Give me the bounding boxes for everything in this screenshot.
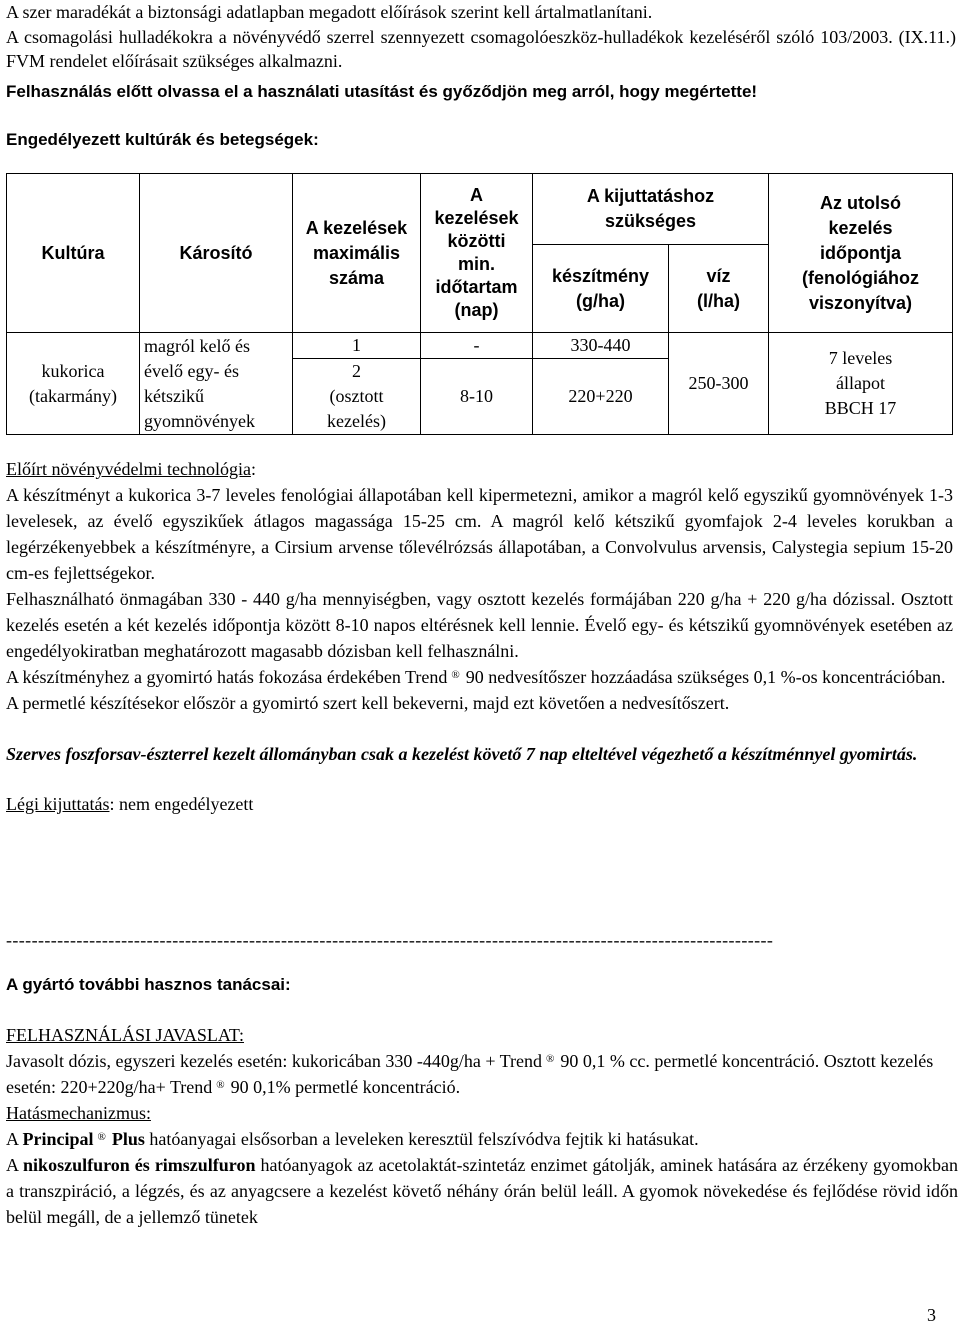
mechanism-text: A Principal ® Plus hatóanyagai elsősorban a leveleken keresztül felszívódva fejtik ki hatásukat. <box>6 1129 699 1149</box>
cell-treatments-2: 2 (osztott kezelés) <box>293 359 421 435</box>
technology-paragraph-3: A készítményhez a gyomirtó hatás fokozása érdekében Trend ® 90 nedvesítőszer hozzáadása szükséges 0,1 %-os koncentrációban. <box>6 667 946 687</box>
technology-section <box>6 457 953 817</box>
page-number: 3 <box>927 1305 936 1325</box>
cell-interval-1: - <box>421 333 533 359</box>
technology-paragraph-1: A készítményt a kukorica 3-7 leveles fenológiai állapotában kell kipermetezni, amikor a magról kelő egyszikű gyomnövények 1-3 levelesek, az évelő egyszikűek átlagos magassága 15-25 cm. A magról kelő kétszikű gyomfajok 2-4 leveles korukban a legérzékenyebbek a készítményre, a Cirsium arvense tőlevélrózsás állapotában, a Convolvulus arvensis, Calystegia sepium 15-20 cm-es fejlettségekor. <box>6 485 953 583</box>
cell-product-2: 220+220 <box>533 359 669 435</box>
usage-heading: FELHASZNÁLÁSI JAVASLAT: <box>6 1025 244 1045</box>
tips-heading: A gyártó további hasznos tanácsai: <box>6 975 291 994</box>
technology-paragraph-4: A permetlé készítésekor először a gyomirtó szert kell bekeverni, majd ezt követően a nedvesítőszert. <box>6 693 730 713</box>
header-water: víz (l/ha) <box>669 245 769 333</box>
header-max-treatments: A kezelések maximális száma <box>293 174 421 333</box>
registered-mark: ® <box>451 669 460 681</box>
approved-heading: Engedélyezett kultúrák és betegségek: <box>6 130 319 149</box>
packaging-note: A csomagolási hulladékokra a növényvédő szerrel szennyezett csomagolóeszköz-hulladékok kezeléséről szóló 103/2003. (IX.11.) FVM rendelet előírásait szükséges alkalmazni. <box>6 27 956 71</box>
organophosphate-warning: Szerves foszforsav-észterrel kezelt állományban csak a kezelést követő 7 nap elteltével végezhető a készítménnyel gyomirtás. <box>6 744 918 764</box>
mechanism-heading: Hatásmechanizmus: <box>6 1103 151 1123</box>
technology-heading: Előírt növényvédelmi technológia: <box>6 459 256 479</box>
active-ingredient-names: nikoszulfuron és rimszulfuron <box>23 1155 256 1175</box>
active-ingredients-text: A nikoszulfuron és rimszulfuron hatóanyagok az acetolaktát-szintetáz enzimet gátolják, aminek hatására az érzékeny gyomokban a transzpiráció, a légzés, és az anyagcsere a kezelést követő néhány órán belül leáll. A gyomok növekedése és fejlődése rövid időn belül megáll, de a jellemző tünetek <box>6 1155 959 1227</box>
header-needed: A kijuttatáshoz szükséges <box>533 174 769 245</box>
cell-culture: kukorica (takarmány) <box>7 333 140 435</box>
separator-line: ------------------------------------------------------------------------------------------------------------------------ <box>6 930 774 950</box>
header-min-interval: A kezelések közötti min. időtartam (nap) <box>421 174 533 333</box>
registered-mark: ® <box>546 1053 555 1065</box>
manufacturer-tips <box>6 972 958 1230</box>
disposal-note: A szer maradékát a biztonsági adatlapban megadott előírások szerint kell ártalmatlanítani. <box>6 2 653 22</box>
header-last-treatment: Az utolsó kezelés időpontja (fenológiához viszonyítva) <box>769 174 953 333</box>
cell-pest: magról kelő és évelő egy- és kétszikű gyomnövények <box>140 333 293 435</box>
aerial-application: Légi kijuttatás: nem engedélyezett <box>6 794 254 814</box>
read-instructions-warning: Felhasználás előtt olvassa el a használati utasítást és győződjön meg arról, hogy megértette! <box>6 82 758 101</box>
technology-paragraph-2: Felhasználható önmagában 330 - 440 g/ha mennyiségben, vagy osztott kezelés formájában 220 g/ha + 220 g/ha dózissal. Osztott kezelés esetén a két kezelés időpontja között 8-10 napos eltérésnek kell lennie. Évelő egy- és kétszikű gyomnövények esetében az engedélyokiratban meghatározott magasabb dózisban kell felhasználni. <box>6 589 953 661</box>
header-product: készítmény (g/ha) <box>533 245 669 333</box>
cell-water: 250-300 <box>669 333 769 435</box>
cell-treatments-1: 1 <box>293 333 421 359</box>
usage-text: Javasolt dózis, egyszeri kezelés esetén: kukoricában 330 -440g/ha + Trend ® 90 0,1 % cc. permetlé koncentráció. Osztott kezelés esetén: 220+220g/ha+ Trend ® 90 0,1% permetlé koncentráció. <box>6 1051 934 1097</box>
cell-last-treatment: 7 leveles állapot BBCH 17 <box>769 333 953 435</box>
header-culture: Kultúra <box>7 174 140 333</box>
registered-mark: ® <box>97 1131 106 1143</box>
cell-product-1: 330-440 <box>533 333 669 359</box>
intro-block <box>6 0 956 104</box>
registered-mark: ® <box>216 1079 225 1091</box>
header-pest: Károsító <box>140 174 293 333</box>
brand-name: Principal <box>22 1129 94 1149</box>
approved-uses-table <box>6 173 953 435</box>
cell-interval-2: 8-10 <box>421 359 533 435</box>
